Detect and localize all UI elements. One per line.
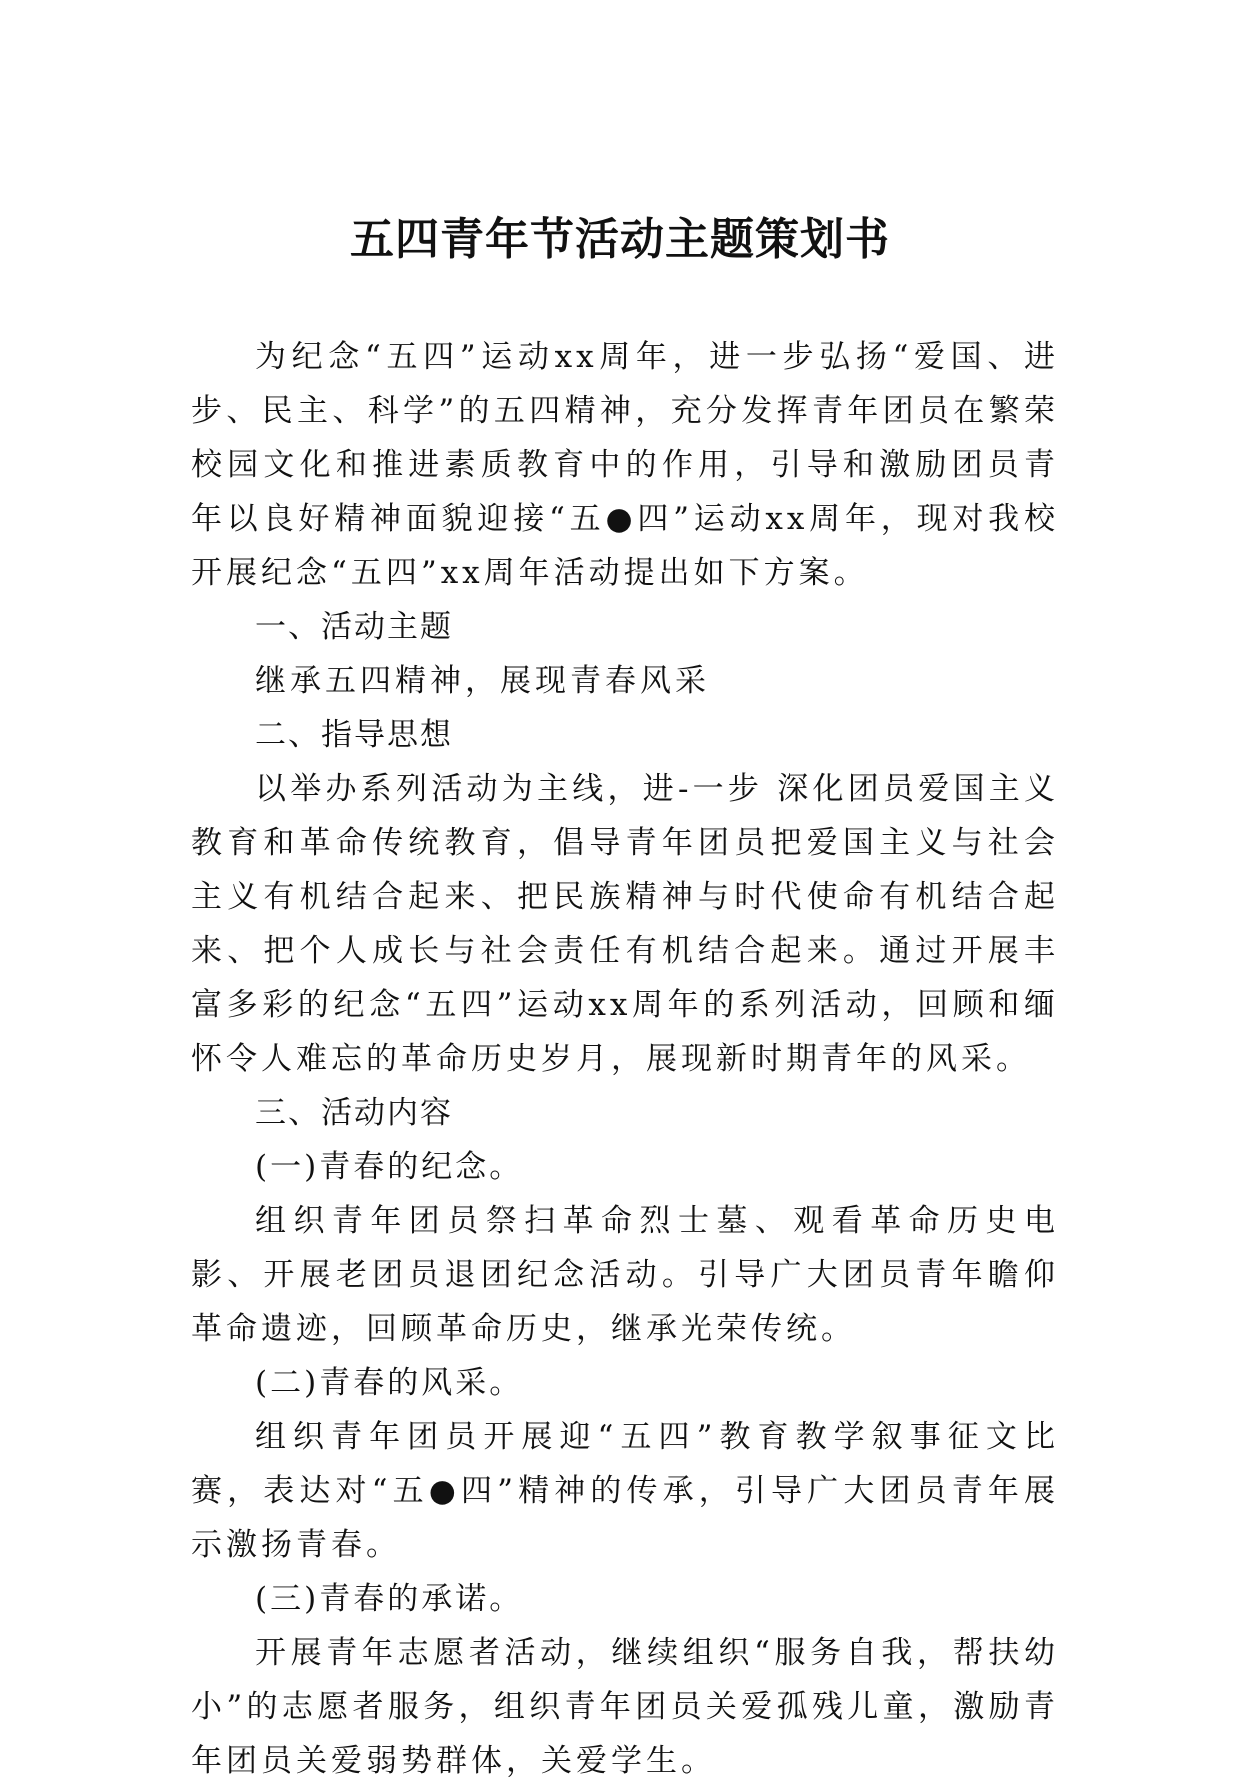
section-3-heading: 三、活动内容	[255, 1095, 453, 1131]
document-title: 五四青年节活动主题策划书	[350, 214, 890, 265]
activity-2-subheading: (二)青春的风采。	[255, 1365, 524, 1401]
activity-3-subheading: (三)青春的承诺。	[255, 1581, 524, 1617]
activity-1-text: 组织青年团员祭扫革命烈士墓、观看革命历史电影、开展老团员退团纪念活动。引导广大团员青年瞻仰革命遗迹，回顾革命历史，继承光荣传统。	[191, 1203, 1059, 1347]
section-2-text: 以举办系列活动为主线，进-一步 深化团员爱国主义教育和革命传统教育，倡导青年团员把爱国主义与社会主义有机结合起来、把民族精神与时代使命有机结合起来、把个人成长与社会责任有机结合起来。通过开展丰富多彩的纪念“五四”运动xx周年的系列活动，回顾和缅怀令人难忘的革命历史岁月，展现新时期青年的风采。	[191, 771, 1059, 1077]
activity-1-subheading: (一)青春的纪念。	[255, 1149, 524, 1185]
section-1-heading: 一、活动主题	[255, 609, 453, 645]
document-body	[191, 330, 1059, 1788]
activity-2-text: 组织青年团员开展迎“五四”教育教学叙事征文比赛，表达对“五●四”精神的传承，引导广大团员青年展示激扬青春。	[191, 1419, 1059, 1563]
section-1-text: 继承五四精神，展现青春风采	[255, 663, 710, 699]
section-2-heading: 二、指导思想	[255, 717, 453, 753]
activity-3-text: 开展青年志愿者活动，继续组织“服务自我，帮扶幼小”的志愿者服务，组织青年团员关爱孤残儿童，激励青年团员关爱弱势群体，关爱学生。	[191, 1635, 1059, 1779]
intro-paragraph: 为纪念“五四”运动xx周年，进一步弘扬“爱国、进步、民主、科学”的五四精神，充分发挥青年团员在繁荣校园文化和推进素质教育中的作用，引导和激励团员青年以良好精神面貌迎接“五●四”运动xx周年，现对我校开展纪念“五四”xx周年活动提出如下方案。	[191, 339, 1059, 591]
